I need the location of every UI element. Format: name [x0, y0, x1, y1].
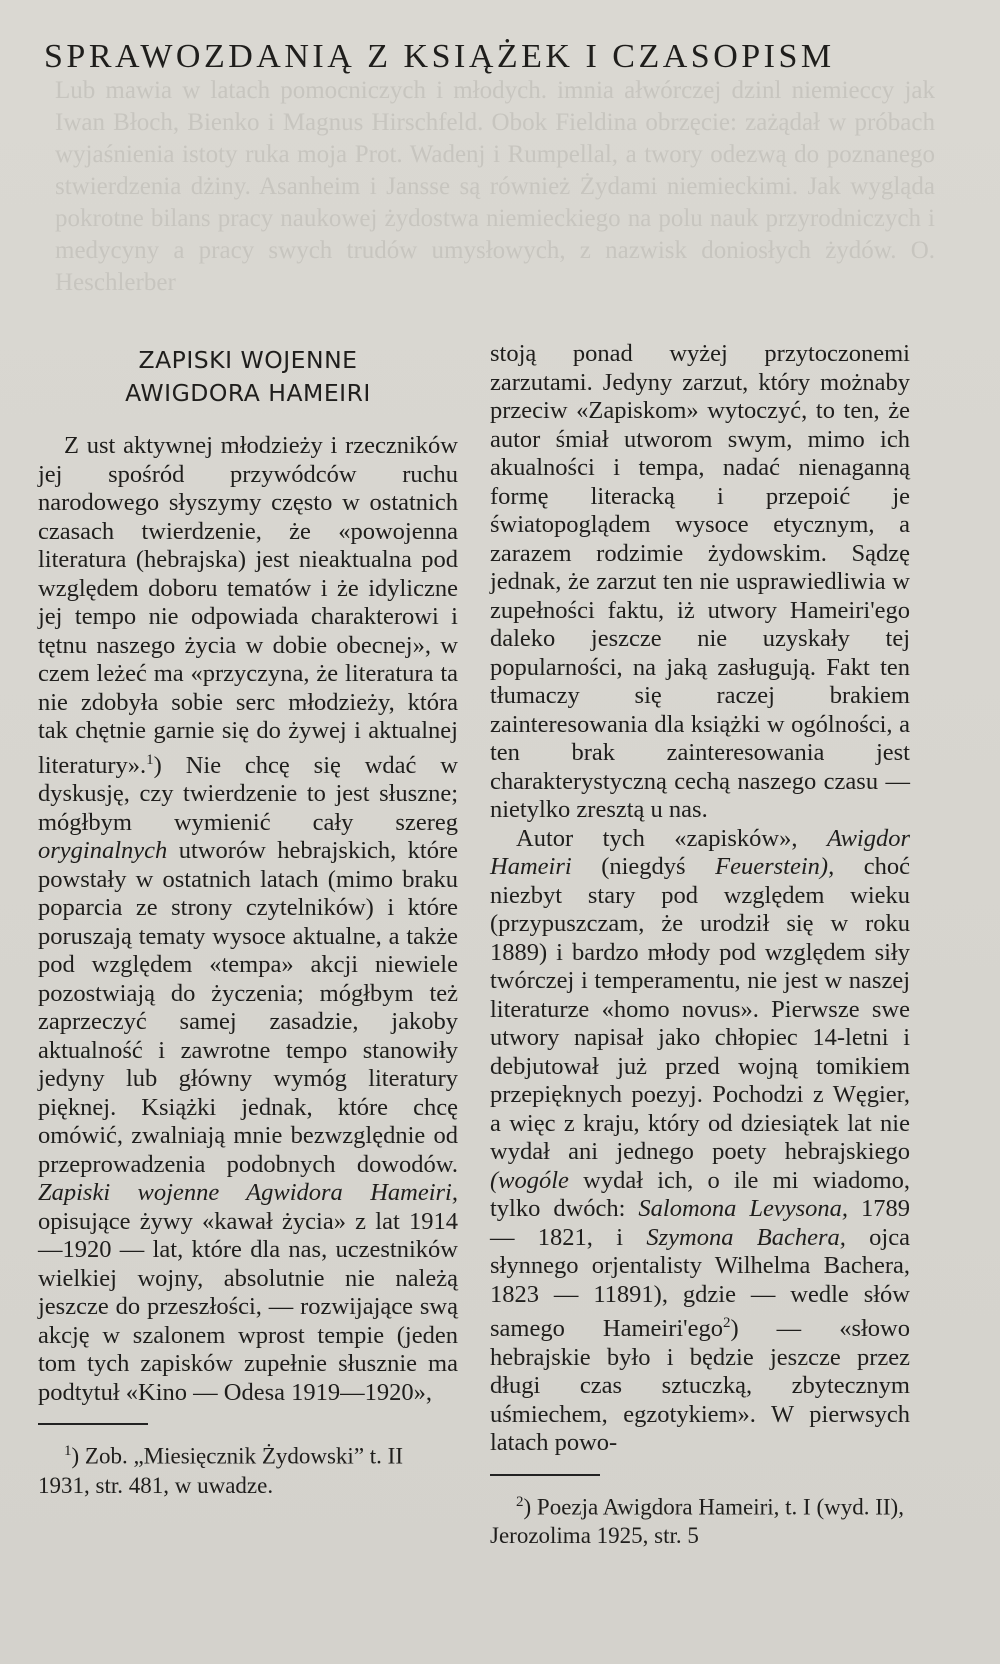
- italic-text: (wogóle: [490, 1166, 569, 1194]
- left-column: [38, 340, 458, 1500]
- text-run: wydał ich, o ile mi wiadomo, tylko dwóch:: [490, 1166, 910, 1222]
- article-title-line-2: AWIGDORA HAMEIRI: [125, 379, 371, 407]
- text-run: ) Nie chcę się wdać w dyskusję, czy twierdzenie to jest słuszne; mógłbym wymienić cały szereg: [38, 751, 458, 836]
- article-title: [38, 344, 458, 410]
- footnote-separator: [38, 1423, 148, 1425]
- italic-text: oryginalnych: [38, 837, 168, 865]
- text-run: utworów hebrajskich, które powstały w ostatnich latach (mimo braku poparcia ze strony czytelników) i które poruszają tematy wysoce aktualne, a także pod względem «tempa» akcji niewiele pozostwiają do życzenia; mógłbym też zaprzeczyć samej zasadzie, jakoby aktualność i zawrotne tempo stanowiły jedyny lub główny wymóg literatury pięknej. Książki jednak, które chcę omówić, zwalniają mnie bezwzględnie od przeprowadzenia podobnych dowodów.: [38, 837, 458, 1178]
- italic-text: Awigdor Hameiri: [490, 824, 910, 880]
- bleed-through-text: Lub mawia w latach pomocniczych i młodych. imnia ałwórczej dzinl niemieccy jak Iwan Błoch, Bienko i Magnus Hirschfeld. Obok Fieldina obrzęcie: zażądał w próbach wyjaśnienia istoty ruka moja Prot. Wadenj i Rumpellal, a twory odezwą do poznanego stwierdzenia dżiny. Asanheim i Jansse są również Żydami niemieckimi. Jak wygląda pokrotne bilans pracy naukowej żydostwa niemieckiego na polu nauk przyrodniczych i medycyny a pracy swych trudów umysłowych, z nazwisk doniosłych żydów. O. Heschlerber: [55, 77, 935, 296]
- article-title-line-1: ZAPISKI WOJENNE: [138, 346, 358, 374]
- text-run: 1789 — 1821, i: [490, 1195, 910, 1251]
- footnote-separator: [490, 1474, 600, 1476]
- paragraph: [38, 432, 458, 1407]
- footnote-text: ) Poezja Awigdora Hameiri, t. I (wyd. II), Jerozolima 1925, str. 5: [490, 1494, 904, 1549]
- italic-text: Feuerstein),: [715, 853, 835, 880]
- footnote-reference[interactable]: 2: [722, 1315, 731, 1331]
- paragraph: [490, 825, 910, 1458]
- footnote-1: [38, 1437, 458, 1500]
- footnote-2: [490, 1488, 910, 1551]
- right-column: [490, 340, 910, 1550]
- section-title: SPRAWOZDANIĄ Z KSIĄŻEK I CZASOPISM: [44, 38, 835, 75]
- paragraph: stoją ponad wyżej przytoczonemi zarzutami. Jedyny zarzut, który możnaby przeciw «Zapiskom» wytoczyć, to ten, że autor śmiał utworom swym, mimo ich akualności i tempa, nadać nienaganną formę literacką i przepoić je światopoglądem wysoce etycznym, a zarazem rodzimie żydowskim. Sądzę jednak, że zarzut ten nie usprawiedliwia w zupełności faktu, iż utwory Hameiri'ego daleko jeszcze nie uzyskały tej popularności, na jaką zasługują. Fakt ten tłumaczy się raczej brakiem zainteresowania dla książki w ogólności, a ten brak zainteresowania jest charakterystyczną cechą naszego czasu — nietylko zresztą u nas.: [490, 340, 910, 823]
- text-run: Z ust aktywnej młodzieży i rzeczników jej spośród przywódców ruchu narodowego słyszymy często w ostatnich czasach twierdzenie, że «powojenna literatura (hebrajska) jest nieaktualna pod względem doboru tematów i że idyliczne jej tempo nie odpowiada charakterowi i tętnu naszego życia w dobie obecnej», w czem leżeć ma «przyczyna, że literatura ta nie zdobyła sobie serc młodzieży, która tak chętnie garnie się do żywej i aktualnej literatury».: [38, 432, 458, 779]
- footnote-marker: 1: [64, 1443, 72, 1460]
- text-run: ) — «słowo hebrajskie było i będzie jeszcze przez długi czas sztuczką, zbytecznym uśmiechem, egzotykiem». W pierwsych latach powo-: [490, 1315, 910, 1457]
- text-run: choć niezbyt stary pod względem wieku (przypuszczam, że urodził się w roku 1889) i bardzo młody pod względem siły twórczej i temperamentu, nie jest w naszej literaturze «homo novus». Pierwsze swe utwory napisał jako chłopiec 14-letni i debjutował już przed wojną tomikiem przepięknych poezyj. Pochodzi z Węgier, a więc z kraju, który od dziesiątek lat nie wydał ani jednego poety hebrajskiego: [490, 853, 910, 1165]
- footnote-text: ) Zob. „Miesięcznik Żydowski” t. II 1931, str. 481, w uwadze.: [38, 1443, 403, 1498]
- footnote-marker: 2: [516, 1493, 524, 1510]
- text-run: opisujące żywy «kawał życia» z lat 1914—1920 — lat, które dla nas, uczestników wielkiej wojny, absolutnie nie należą jeszcze do przeszłości, — rozwijające swą akcję w szalonem wprost tempie (jeden tom tych zapisków zupełnie słusznie ma podtytuł «Kino — Odesa 1919—1920»,: [38, 1207, 458, 1406]
- footnote-reference[interactable]: 1: [146, 751, 154, 768]
- italic-text: Salomona Levysona,: [638, 1195, 849, 1222]
- text-run: (niegdyś: [571, 853, 716, 880]
- italic-text: Zapiski wojenne Agwidora Hameiri,: [38, 1179, 458, 1207]
- italic-text: Szymona Bachera,: [646, 1223, 846, 1251]
- text-run: Autor tych «zapisków»,: [516, 824, 827, 852]
- text-run: ojca słynnego orjentalisty Wilhelma Bachera, 1823 — 11891), gdzie — wedle słów samego Hameiri'ego: [490, 1223, 910, 1343]
